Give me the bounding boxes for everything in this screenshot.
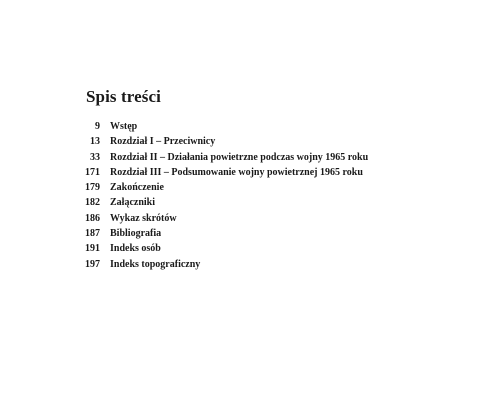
toc-entry-label: Wstęp bbox=[110, 121, 138, 132]
toc-entry bbox=[78, 197, 368, 212]
table-of-contents bbox=[78, 121, 368, 274]
toc-page-number: 171 bbox=[85, 166, 100, 178]
toc-page-number: 186 bbox=[85, 212, 100, 224]
toc-page-number: 187 bbox=[85, 228, 100, 240]
toc-entry-label: Rozdział III – Podsumowanie wojny powietrznej 1965 roku bbox=[110, 166, 363, 178]
toc-entry-label: Indeks topograficzny bbox=[110, 258, 201, 270]
toc-entry-label: Zakończenie bbox=[110, 182, 164, 194]
page-title: Spis treści bbox=[86, 87, 161, 106]
toc-page-number: 191 bbox=[85, 243, 100, 255]
toc-page-number: 9 bbox=[95, 121, 100, 132]
toc-page-number: 33 bbox=[90, 151, 100, 163]
toc-entry bbox=[78, 259, 368, 274]
toc-page-number: 197 bbox=[85, 258, 100, 270]
toc-page-number: 13 bbox=[90, 136, 100, 148]
toc-entry-label: Wykaz skrótów bbox=[110, 212, 177, 224]
toc-entry-label: Załączniki bbox=[110, 197, 156, 209]
toc-entry bbox=[78, 136, 368, 151]
toc-entry bbox=[78, 167, 368, 182]
toc-entry-label: Rozdział I – Przeciwnicy bbox=[110, 136, 216, 148]
toc-entry-label: Indeks osób bbox=[110, 243, 161, 255]
toc-entry bbox=[78, 243, 368, 258]
toc-page-number: 182 bbox=[85, 197, 100, 209]
toc-entry bbox=[78, 152, 368, 167]
toc-entry-label: Rozdział II – Działania powietrzne podczas wojny 1965 roku bbox=[110, 151, 369, 163]
toc-entry bbox=[78, 213, 368, 228]
toc-entry bbox=[78, 121, 368, 136]
toc-entry bbox=[78, 182, 368, 197]
toc-page-number: 179 bbox=[85, 182, 100, 194]
toc-entry-label: Bibliografia bbox=[110, 228, 162, 240]
toc-entry bbox=[78, 228, 368, 243]
